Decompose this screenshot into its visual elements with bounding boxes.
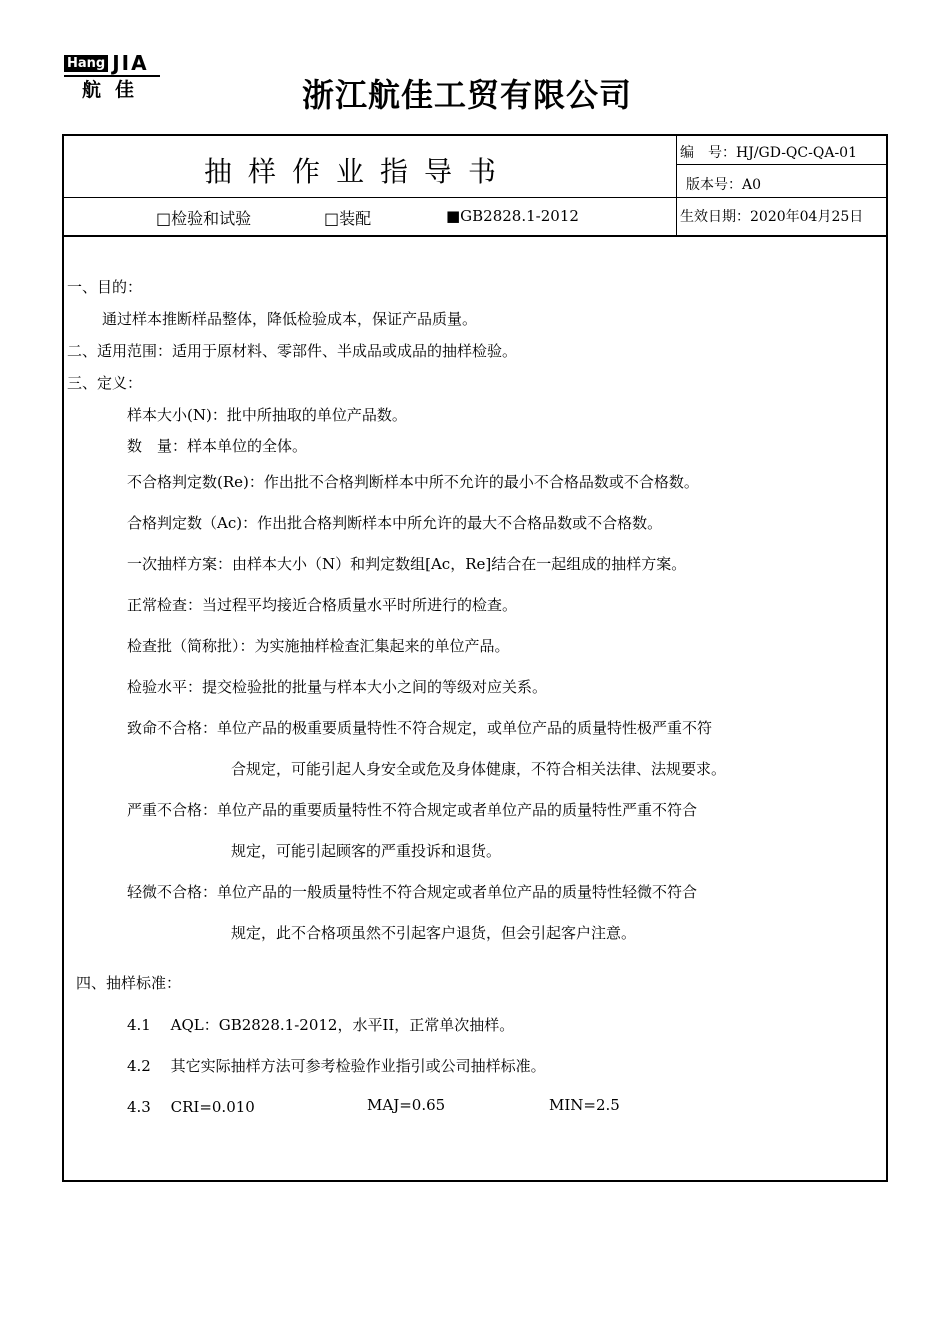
definition-line: 检验水平：提交检验批的批量与样本大小之间的等级对应关系。 bbox=[127, 678, 548, 696]
definitions-heading: 三、定义： bbox=[67, 374, 143, 392]
definition-line: 合格判定数（Ac)：作出批合格判断样本中所允许的最大不合格品数或不合格数。 bbox=[127, 514, 663, 532]
standard-item: 4.3 CRI=0.010 bbox=[127, 1098, 255, 1116]
definition-line: 致命不合格：单位产品的极重要质量特性不符合规定，或单位产品的质量特性极严重不符 bbox=[127, 719, 713, 737]
effective-date: 生效日期：2020年04月25日 bbox=[680, 209, 864, 225]
option-assembly: □装配 bbox=[324, 209, 372, 228]
logo-latin-left: Hang bbox=[64, 55, 108, 72]
standard-item: 4.2 其它实际抽样方法可参考检验作业指引或公司抽样标准。 bbox=[127, 1057, 546, 1075]
document-code: 编 号：HJ/GD-QC-QA-01 bbox=[680, 145, 857, 161]
header-bottom-border bbox=[64, 235, 886, 237]
logo-latin-right: JIA bbox=[112, 51, 149, 75]
code-version-divider bbox=[676, 164, 886, 165]
document-version: 版本号：A0 bbox=[686, 177, 762, 193]
company-logo bbox=[64, 51, 164, 110]
definition-line: 合规定，可能引起人身安全或危及身体健康，不符合相关法律、法规要求。 bbox=[231, 760, 727, 778]
header-divider bbox=[64, 197, 886, 198]
purpose-text: 通过样本推断样品整体，降低检验成本，保证产品质量。 bbox=[102, 310, 478, 328]
definition-line: 不合格判定数(Re)：作出批不合格判断样本中所不允许的最小不合格品数或不合格数。 bbox=[127, 473, 699, 491]
logo-chinese: 航佳 bbox=[82, 79, 149, 101]
company-name: 浙江航佳工贸有限公司 bbox=[302, 76, 633, 114]
scope-text: 二、适用范围：适用于原材料、零部件、半成品或成品的抽样检验。 bbox=[67, 342, 518, 360]
definition-line: 轻微不合格：单位产品的一般质量特性不符合规定或者单位产品的质量特性轻微不符合 bbox=[127, 883, 698, 901]
aql-major: MAJ=0.65 bbox=[367, 1096, 446, 1114]
document-title: 抽样作业指导书 bbox=[204, 155, 513, 188]
definition-line: 检查批（简称批）：为实施抽样检查汇集起来的单位产品。 bbox=[127, 637, 510, 655]
purpose-heading: 一、目的： bbox=[67, 278, 143, 296]
standard-item: 4.1 AQL：GB2828.1-2012，水平II，正常单次抽样。 bbox=[127, 1016, 515, 1034]
logo-divider bbox=[64, 75, 160, 77]
definition-line: 规定，可能引起顾客的严重投诉和退货。 bbox=[231, 842, 502, 860]
definition-line: 严重不合格：单位产品的重要质量特性不符合规定或者单位产品的质量特性严重不符合 bbox=[127, 801, 698, 819]
standard-heading: 四、抽样标准： bbox=[76, 974, 182, 992]
option-inspection-testing: □检验和试验 bbox=[156, 209, 252, 228]
definition-line: 数 量：样本单位的全体。 bbox=[127, 437, 308, 455]
header-column-divider bbox=[676, 136, 677, 236]
definition-line: 规定，此不合格项虽然不引起客户退货，但会引起客户注意。 bbox=[231, 924, 637, 942]
definition-line: 一次抽样方案：由样本大小（N）和判定数组[Ac，Re]结合在一起组成的抽样方案。 bbox=[127, 555, 687, 573]
document-frame bbox=[62, 134, 888, 1182]
definition-line: 正常检查：当过程平均接近合格质量水平时所进行的检查。 bbox=[127, 596, 518, 614]
definition-line: 样本大小(N)：批中所抽取的单位产品数。 bbox=[127, 406, 407, 424]
aql-minor: MIN=2.5 bbox=[549, 1096, 620, 1114]
option-gb2828: ■GB2828.1-2012 bbox=[446, 207, 579, 225]
